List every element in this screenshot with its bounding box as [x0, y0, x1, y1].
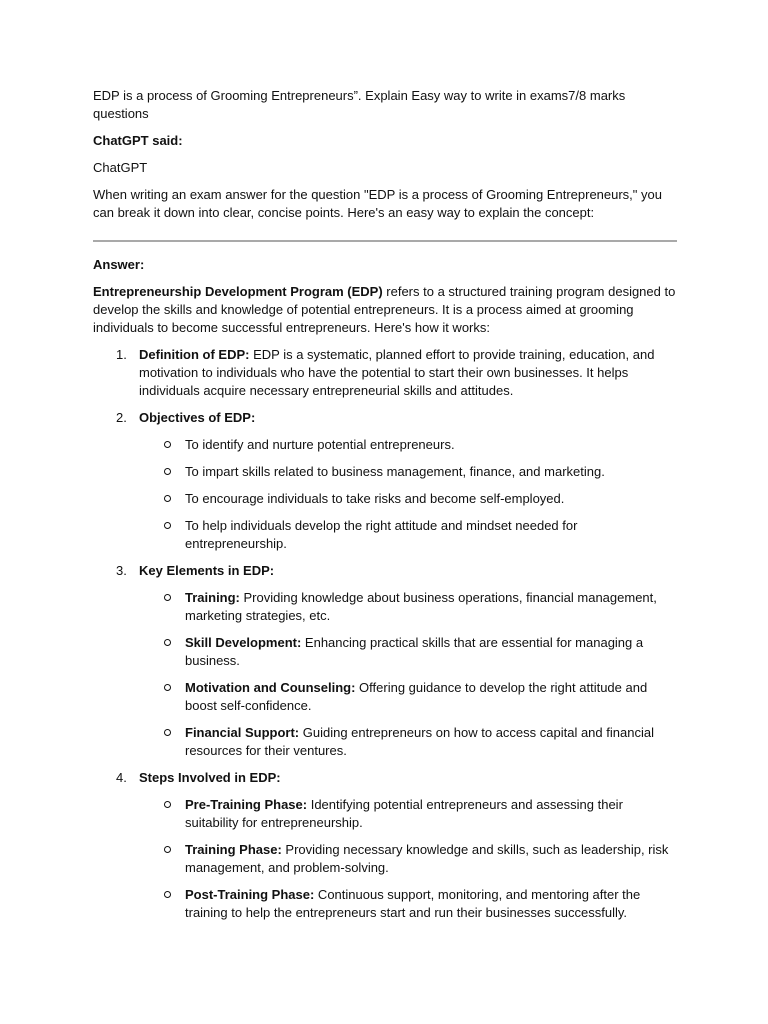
list-number: 1. [116, 347, 127, 362]
document-page [93, 87, 677, 931]
bullet-icon [164, 594, 171, 601]
bullet-icon [164, 729, 171, 736]
bullet-icon [164, 639, 171, 646]
bullet-icon [164, 891, 171, 898]
sub-list [139, 796, 677, 922]
sub-list [139, 436, 677, 553]
answer-heading: Answer: [93, 257, 145, 272]
sub-list-item: Pre-Training Phase: Identifying potential entrepreneurs and assessing their suitability for entrepreneurship. [139, 796, 677, 832]
bullet-icon [164, 801, 171, 808]
sub-list-item: Skill Development: Enhancing practical skills that are essential for managing a business. [139, 634, 677, 670]
speaker-said-label: ChatGPT said: [93, 133, 183, 148]
section-title: Objectives of EDP: [139, 410, 256, 425]
sub-list-item: To help individuals develop the right attitude and mindset needed for entrepreneurship. [139, 517, 677, 553]
list-item-objectives [93, 409, 677, 553]
definition-text: refers to a structured training program designed to develop the skills and knowledge of potential entrepreneurs. It is a process aimed at grooming individuals to become successful entrepreneurs. Here's how it works: [93, 284, 676, 335]
sub-list [139, 589, 677, 760]
bullet-icon [164, 684, 171, 691]
numbered-list [93, 346, 677, 922]
sub-list-item: To identify and nurture potential entrepreneurs. [139, 436, 677, 454]
section-title: Definition of EDP: [139, 347, 250, 362]
definition-term: Entrepreneurship Development Program (EDP) [93, 284, 383, 299]
list-number: 3. [116, 563, 127, 578]
section-text: EDP is a systematic, planned effort to provide training, education, and motivation to individuals who have the potential to start their own businesses. It helps individuals acquire necessary entrepreneurial skills and attitudes. [139, 347, 655, 398]
speaker-name: ChatGPT [93, 160, 148, 175]
horizontal-divider [93, 240, 677, 242]
sub-list-item: Training Phase: Providing necessary knowledge and skills, such as leadership, risk management, and problem-solving. [139, 841, 677, 877]
list-item-key-elements [93, 562, 677, 760]
bullet-icon [164, 468, 171, 475]
sub-list-item: To impart skills related to business management, finance, and marketing. [139, 463, 677, 481]
bullet-icon [164, 495, 171, 502]
list-number: 2. [116, 410, 127, 425]
list-number: 4. [116, 770, 127, 785]
definition-paragraph [93, 283, 677, 337]
sub-list-item: Motivation and Counseling: Offering guidance to develop the right attitude and boost self-confidence. [139, 679, 677, 715]
bullet-icon [164, 846, 171, 853]
section-title: Steps Involved in EDP: [139, 770, 281, 785]
bullet-icon [164, 441, 171, 448]
list-item-steps [93, 769, 677, 922]
sub-list-item: Post-Training Phase: Continuous support, monitoring, and mentoring after the training to help the entrepreneurs start and run their businesses successfully. [139, 886, 677, 922]
bullet-icon [164, 522, 171, 529]
sub-list-item: Training: Providing knowledge about business operations, financial management, marketing strategies, etc. [139, 589, 677, 625]
intro-paragraph: When writing an exam answer for the question "EDP is a process of Grooming Entrepreneurs," you can break it down into clear, concise points. Here's an easy way to explain the concept: [93, 187, 662, 220]
sub-list-item: Financial Support: Guiding entrepreneurs on how to access capital and financial resources for their ventures. [139, 724, 677, 760]
prompt-text: EDP is a process of Grooming Entrepreneurs”. Explain Easy way to write in exams7/8 marks questions [93, 88, 626, 121]
list-item-definition [93, 346, 677, 400]
sub-list-item: To encourage individuals to take risks and become self-employed. [139, 490, 677, 508]
section-title: Key Elements in EDP: [139, 563, 275, 578]
